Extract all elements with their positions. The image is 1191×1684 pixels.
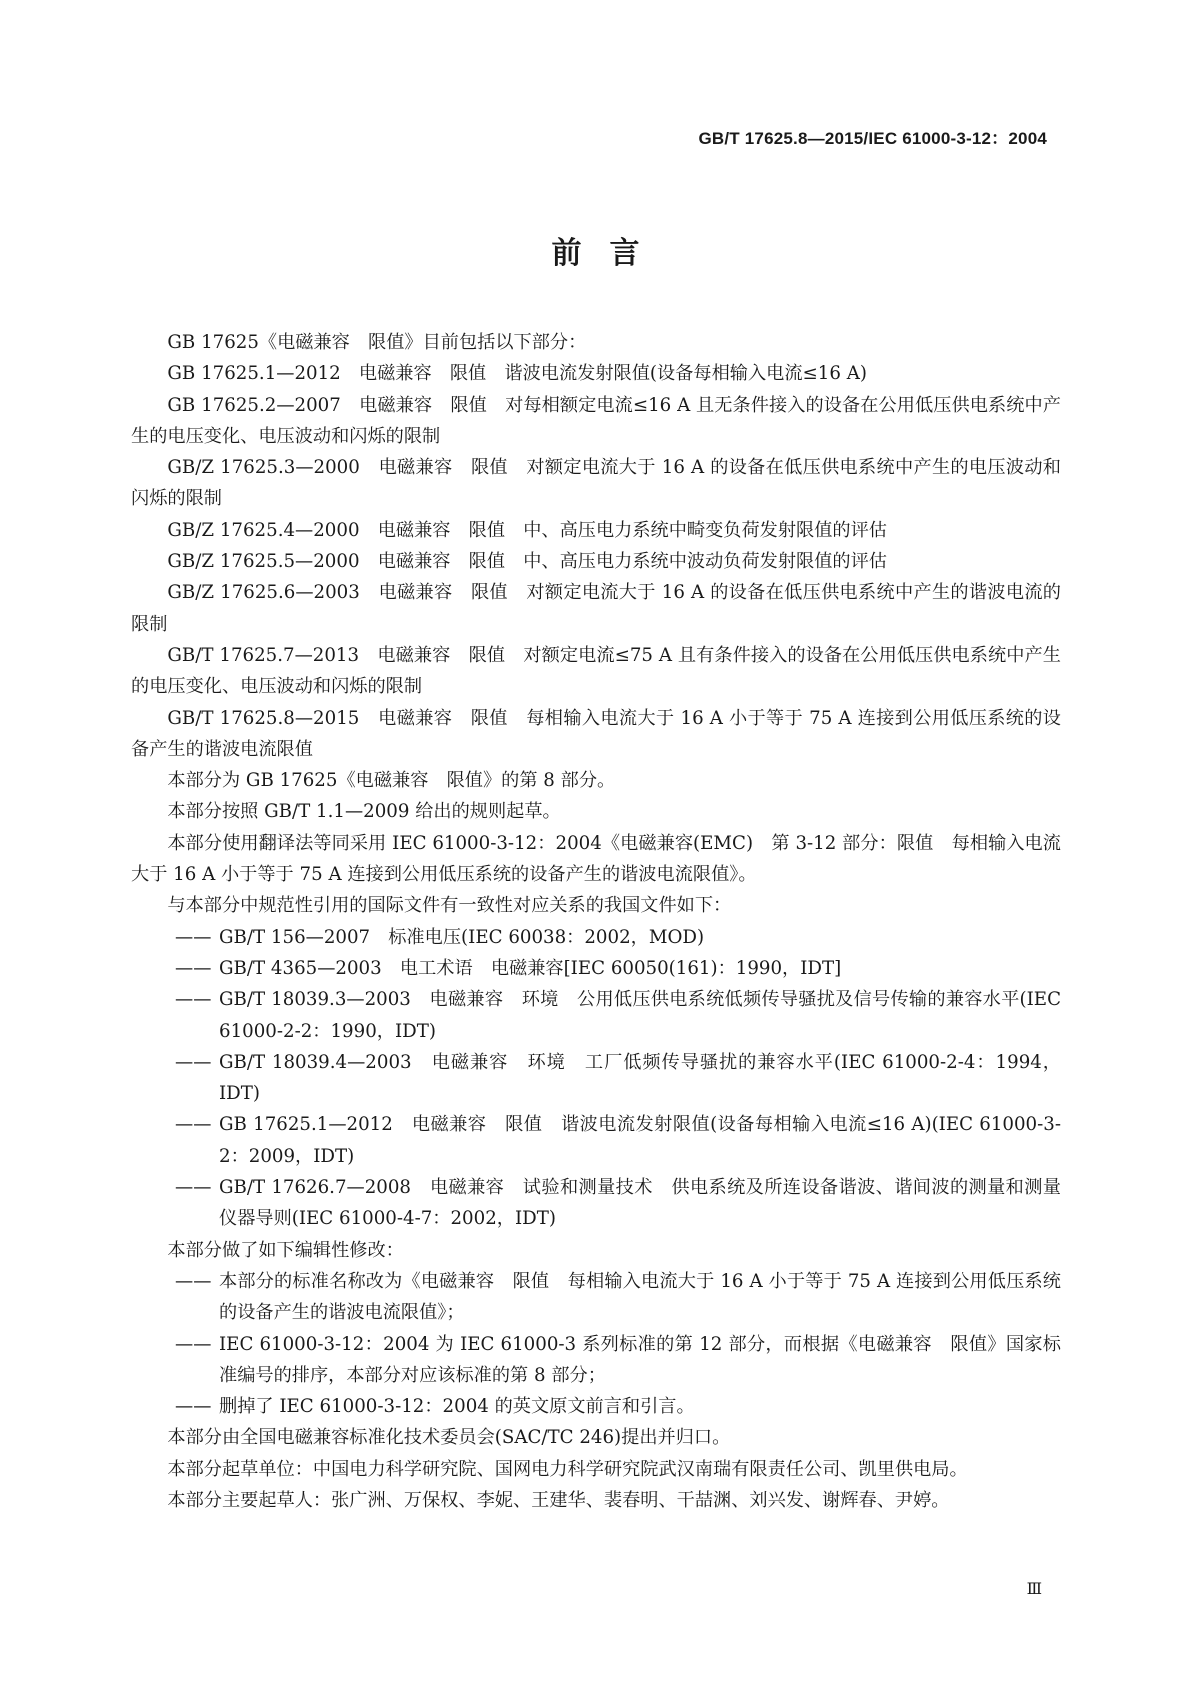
dash-mark: —— xyxy=(175,1270,212,1292)
dash-mark: —— xyxy=(175,1051,212,1073)
paragraph: GB/T 17625.7—2013 电磁兼容 限值 对额定电流≤75 A 且有条件接入的设备在公用低压供电系统中产生的电压变化、电压波动和闪烁的限制 xyxy=(131,644,1061,698)
reference-text: GB/T 18039.4—2003 电磁兼容 环境 工厂低频传导骚扰的兼容水平(IEC 61000-2-4：1994，IDT) xyxy=(219,1051,1061,1105)
edit-text: 本部分的标准名称改为《电磁兼容 限值 每相输入电流大于 16 A 小于等于 75 A 连接到公用低压系统的设备产生的谐波电流限值》； xyxy=(219,1270,1061,1324)
edit-text: 删掉了 IEC 61000-3-12：2004 的英文原文前言和引言。 xyxy=(219,1396,695,1418)
reference-item xyxy=(131,1109,1061,1172)
edit-item xyxy=(131,1329,1061,1392)
dash-mark: —— xyxy=(175,957,212,979)
paragraph: GB 17625.2—2007 电磁兼容 限值 对每相额定电流≤16 A 且无条件接入的设备在公用低压供电系统中产生的电压变化、电压波动和闪烁的限制 xyxy=(131,394,1061,447)
reference-item xyxy=(131,984,1067,1047)
dash-mark: —— xyxy=(175,989,212,1011)
reference-text: GB/T 156—2007 标准电压(IEC 60038：2002，MOD) xyxy=(219,926,705,948)
dash-mark: —— xyxy=(175,926,212,948)
reference-item xyxy=(131,953,1061,984)
paragraph: 本部分使用翻译法等同采用 IEC 61000-3-12：2004《电磁兼容(EMC) 第 3-12 部分：限值 每相输入电流大于 16 A 小于等于 75 A 连接到公用低压系统的设备产生的谐波电流限值》。 xyxy=(131,832,1061,886)
reference-text: GB/T 17626.7—2008 电磁兼容 试验和测量技术 供电系统及所连设备谐波、谐间波的测量和测量仪器导则(IEC 61000-4-7：2002，IDT) xyxy=(219,1177,1061,1230)
standard-code-header: GB/T 17625.8—2015/IEC 61000-3-12：2004 xyxy=(698,129,1047,148)
reference-item xyxy=(131,1047,1061,1110)
paragraph: GB/T 17625.8—2015 电磁兼容 限值 每相输入电流大于 16 A 小于等于 75 A 连接到公用低压系统的设备产生的谐波电流限值 xyxy=(131,707,1061,760)
foreword-body xyxy=(131,327,1067,1516)
paragraph: 本部分做了如下编辑性修改： xyxy=(167,1239,404,1261)
reference-item xyxy=(131,922,1061,953)
reference-item xyxy=(131,1172,1061,1235)
edit-text: IEC 61000-3-12：2004 为 IEC 61000-3 系列标准的第 12 部分，而根据《电磁兼容 限值》国家标准编号的排序，本部分对应该标准的第 8 部分； xyxy=(219,1333,1061,1386)
reference-text: GB/T 4365—2003 电工术语 电磁兼容[IEC 60050(161)：1990，IDT] xyxy=(219,957,842,979)
paragraph: GB 17625.1—2012 电磁兼容 限值 谐波电流发射限值(设备每相输入电流≤16 A) xyxy=(167,363,867,385)
reference-text: GB/T 18039.3—2003 电磁兼容 环境 公用低压供电系统低频传导骚扰及信号传输的兼容水平(IEC 61000-2-2：1990，IDT) xyxy=(219,989,1067,1042)
edit-item xyxy=(131,1266,1061,1329)
dash-mark: —— xyxy=(175,1396,212,1418)
dash-mark: —— xyxy=(175,1177,212,1199)
paragraph: 本部分起草单位：中国电力科学研究院、国网电力科学研究院武汉南瑞有限责任公司、凯里供电局。 xyxy=(167,1458,968,1480)
dash-mark: —— xyxy=(175,1333,212,1355)
paragraph: 本部分主要起草人：张广洲、万保权、李妮、王建华、裴春明、干喆渊、刘兴发、谢辉春、尹婷。 xyxy=(167,1489,950,1511)
paragraph: 与本部分中规范性引用的国际文件有一致性对应关系的我国文件如下： xyxy=(167,895,732,917)
page-number: Ⅲ xyxy=(1026,1579,1041,1598)
paragraph: GB 17625《电磁兼容 限值》目前包括以下部分： xyxy=(167,332,587,353)
edit-item xyxy=(131,1391,1061,1422)
paragraph: GB/Z 17625.6—2003 电磁兼容 限值 对额定电流大于 16 A 的设备在低压供电系统中产生的谐波电流的限制 xyxy=(131,582,1061,635)
paragraph: GB/Z 17625.4—2000 电磁兼容 限值 中、高压电力系统中畸变负荷发射限值的评估 xyxy=(167,519,887,541)
paragraph: 本部分按照 GB/T 1.1—2009 给出的规则起草。 xyxy=(167,801,561,823)
page-title: 前言 xyxy=(551,236,668,271)
reference-text: GB 17625.1—2012 电磁兼容 限值 谐波电流发射限值(设备每相输入电流≤16 A)(IEC 61000-3-2：2009，IDT) xyxy=(219,1114,1061,1167)
paragraph: 本部分由全国电磁兼容标准化技术委员会(SAC/TC 246)提出并归口。 xyxy=(167,1427,731,1449)
dash-mark: —— xyxy=(175,1114,212,1136)
paragraph: GB/Z 17625.3—2000 电磁兼容 限值 对额定电流大于 16 A 的设备在低压供电系统中产生的电压波动和闪烁的限制 xyxy=(131,457,1061,510)
paragraph: GB/Z 17625.5—2000 电磁兼容 限值 中、高压电力系统中波动负荷发射限值的评估 xyxy=(167,551,887,573)
paragraph: 本部分为 GB 17625《电磁兼容 限值》的第 8 部分。 xyxy=(167,770,616,792)
